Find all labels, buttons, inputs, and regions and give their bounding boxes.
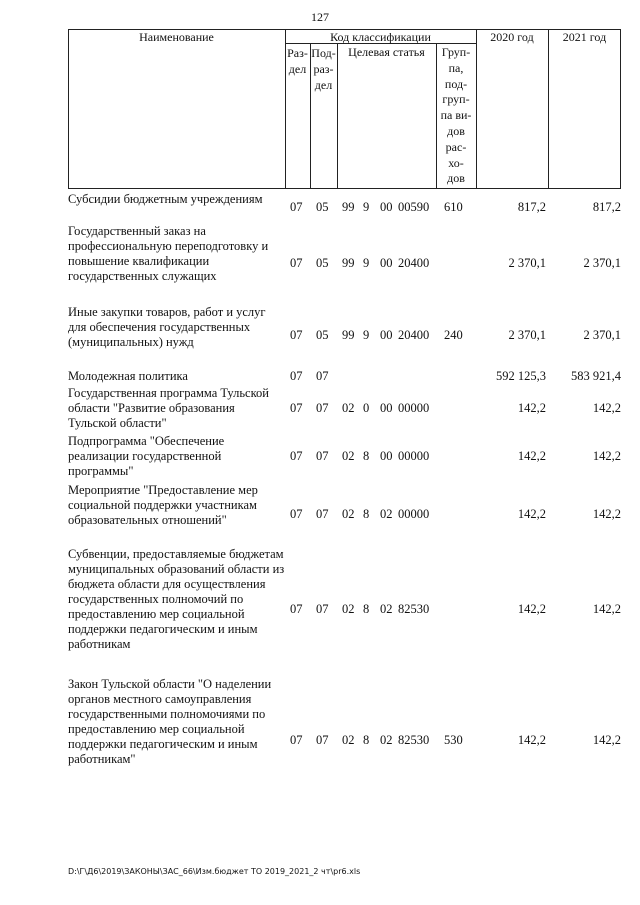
- cell-target-4: 20400: [398, 328, 430, 342]
- cell-2020: 142,2: [517, 602, 546, 616]
- cell-podrazdel: 07: [316, 507, 329, 521]
- cell-2021: 142,2: [592, 507, 621, 521]
- cell-target-4: 00000: [398, 401, 430, 415]
- row-name: Мероприятие "Предоставление мер социальной поддержки участникам образовательных отношений": [68, 483, 258, 527]
- row-name: Подпрограмма "Обеспечение реализации государственной программы": [68, 434, 225, 478]
- header-2020: 2020 год: [490, 30, 534, 44]
- header-code: Код классификации: [330, 30, 431, 44]
- cell-target-4: 82530: [398, 602, 430, 616]
- cell-target-2: 8: [363, 507, 370, 521]
- cell-target-3: 02: [380, 507, 393, 521]
- header-target: Целевая статья: [348, 45, 425, 59]
- cell-target-1: 02: [342, 449, 355, 463]
- cell-2021: 583 921,4: [571, 369, 621, 383]
- header-name: Наименование: [139, 30, 214, 44]
- cell-podrazdel: 07: [316, 449, 329, 463]
- cell-target-2: 8: [363, 449, 370, 463]
- cell-target-1: 02: [342, 401, 355, 415]
- cell-target-3: 02: [380, 602, 393, 616]
- cell-2020: 142,2: [517, 449, 546, 463]
- cell-podrazdel: 05: [316, 328, 329, 342]
- cell-target-2: 0: [363, 401, 370, 415]
- cell-target-4: 00590: [398, 200, 430, 214]
- cell-target-1: 02: [342, 733, 355, 747]
- cell-target-2: 8: [363, 602, 370, 616]
- cell-target-3: 00: [380, 449, 393, 463]
- cell-target-4: 20400: [398, 256, 430, 270]
- cell-2020: 2 370,1: [508, 256, 546, 270]
- header-2021: 2021 год: [562, 30, 607, 44]
- cell-target-4: 00000: [398, 507, 430, 521]
- cell-2021: 142,2: [592, 602, 621, 616]
- cell-target-3: 00: [380, 328, 393, 342]
- cell-2020: 142,2: [517, 733, 546, 747]
- cell-2021: 2 370,1: [583, 256, 621, 270]
- cell-target-3: 00: [380, 256, 393, 270]
- cell-2021: 142,2: [592, 733, 621, 747]
- cell-target-1: 99: [342, 256, 355, 270]
- row-name: Субсидии бюджетным учреждениям: [68, 192, 263, 206]
- cell-razdel: 07: [290, 200, 303, 214]
- cell-podrazdel: 07: [316, 733, 329, 747]
- row-name: Государственная программа Тульской области "Развитие образования Тульской области": [68, 386, 269, 430]
- cell-2020: 142,2: [517, 507, 546, 521]
- cell-2021: 142,2: [592, 449, 621, 463]
- cell-target-2: 9: [363, 328, 370, 342]
- cell-target-2: 9: [363, 256, 370, 270]
- cell-target-4: 82530: [398, 733, 430, 747]
- cell-razdel: 07: [290, 507, 303, 521]
- cell-2020: 817,2: [517, 200, 546, 214]
- cell-2021: 2 370,1: [583, 328, 621, 342]
- cell-2020: 142,2: [517, 401, 546, 415]
- cell-podrazdel: 05: [316, 200, 329, 214]
- cell-target-3: 00: [380, 401, 393, 415]
- cell-2021: 142,2: [592, 401, 621, 415]
- row-name: Субвенции, предоставляемые бюджетам муниципальных образований области из бюджета области для осуществления государственных полномочий по предоставлению мер социальной поддержки педагогическим и иным работникам: [68, 547, 285, 651]
- cell-target-1: 02: [342, 507, 355, 521]
- row-name: Иные закупки товаров, работ и услуг для обеспечения государственных (муниципальных) нужд: [68, 305, 266, 349]
- cell-razdel: 07: [290, 256, 303, 270]
- cell-target-3: 00: [380, 200, 393, 214]
- cell-podrazdel: 05: [316, 256, 329, 270]
- file-path-footer: D:\Г\Д6\2019\ЗАКОНЫ\ЗАС_66\Изм.бюджет ТО 2019_2021_2 чт\pr6.xls: [68, 867, 361, 876]
- cell-target-2: 8: [363, 733, 370, 747]
- cell-razdel: 07: [290, 369, 303, 383]
- cell-podrazdel: 07: [316, 602, 329, 616]
- header-podrazdel: Под- раз- дел: [311, 46, 336, 92]
- cell-razdel: 07: [290, 401, 303, 415]
- cell-podrazdel: 07: [316, 369, 329, 383]
- cell-target-1: 02: [342, 602, 355, 616]
- cell-target-4: 00000: [398, 449, 430, 463]
- cell-group: 610: [444, 200, 463, 214]
- header-group: Груп- па, под- груп- па ви- дов рас- хо- дов: [440, 45, 472, 186]
- cell-razdel: 07: [290, 733, 303, 747]
- cell-razdel: 07: [290, 328, 303, 342]
- row-name: Закон Тульской области "О наделении органов местного самоуправления государственными полномочиями по предоставлению мер социальной поддержки педагогическим и иным работникам": [68, 677, 272, 766]
- row-name: Молодежная политика: [68, 369, 188, 383]
- cell-razdel: 07: [290, 449, 303, 463]
- cell-group: 240: [444, 328, 463, 342]
- cell-target-2: 9: [363, 200, 370, 214]
- header-razdel: Раз- дел: [287, 46, 308, 76]
- cell-target-1: 99: [342, 200, 355, 214]
- page-number: 127: [311, 10, 329, 24]
- cell-razdel: 07: [290, 602, 303, 616]
- cell-2021: 817,2: [592, 200, 621, 214]
- cell-2020: 2 370,1: [508, 328, 546, 342]
- cell-2020: 592 125,3: [496, 369, 546, 383]
- cell-target-3: 02: [380, 733, 393, 747]
- cell-podrazdel: 07: [316, 401, 329, 415]
- cell-target-1: 99: [342, 328, 355, 342]
- row-name: Государственный заказ на профессиональную переподготовку и повышение квалификации государственных служащих: [68, 224, 269, 283]
- cell-group: 530: [444, 733, 463, 747]
